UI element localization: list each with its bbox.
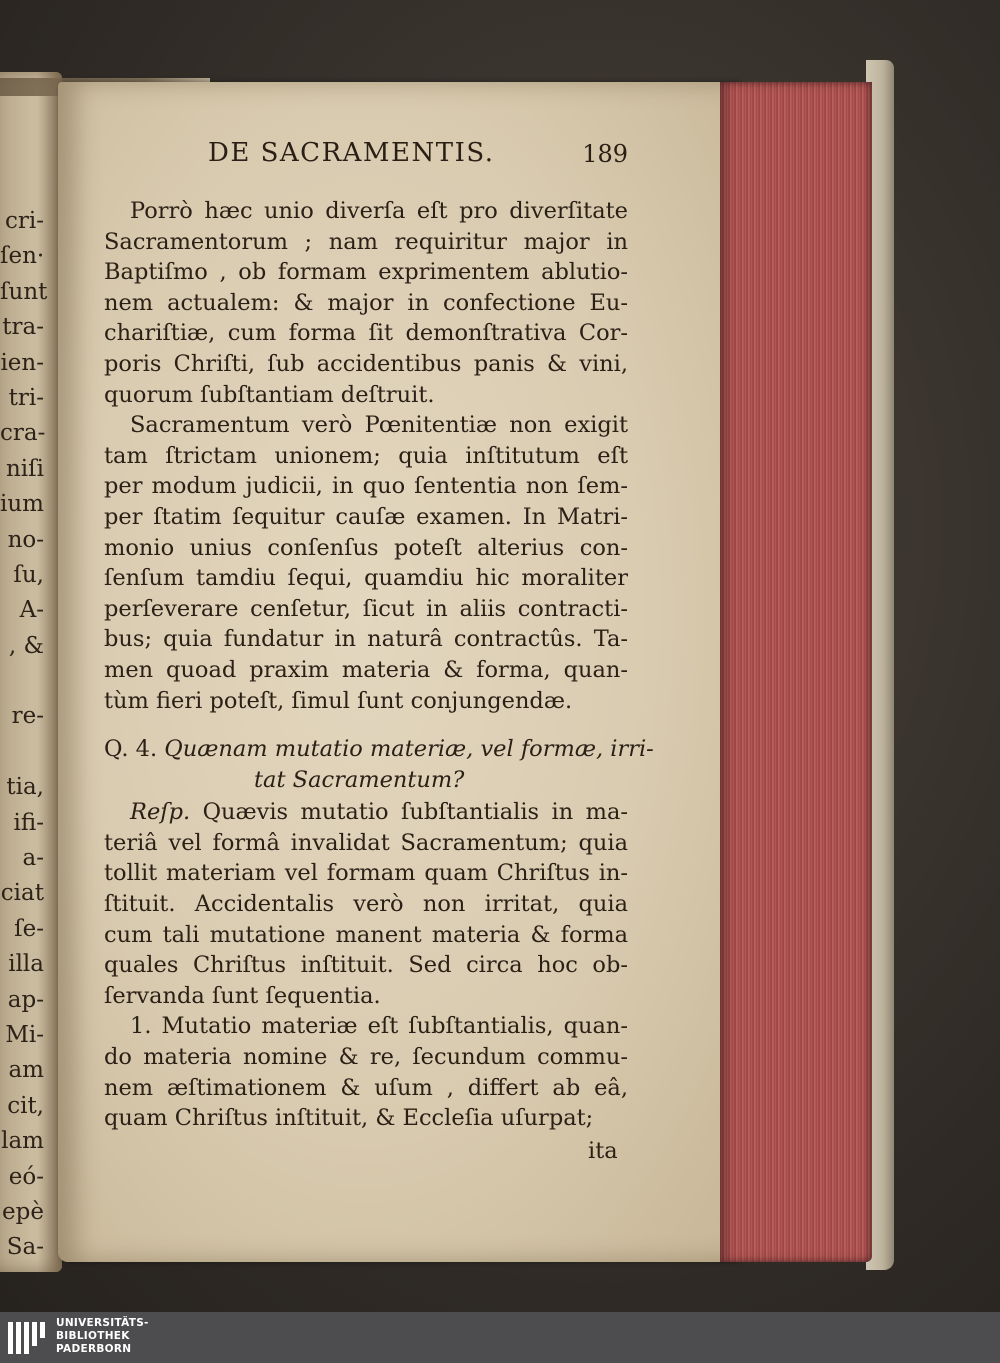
library-footer — [0, 1312, 1000, 1363]
previous-page-fragment: cra- — [0, 420, 46, 447]
previous-page-fragment: ifi- — [13, 809, 44, 836]
text-line: Sacramentum verò Pœnitentiæ non exigit — [130, 412, 628, 439]
text-line: 1. Mutatio materiæ eſt ſubſtantialis, quan- — [130, 1013, 628, 1040]
text-line: per ſtatim ſequitur cauſæ examen. In Matri- — [104, 503, 628, 530]
text-line: men quoad praxim materia & forma, quan- — [104, 656, 628, 683]
previous-page-fragment: a- — [22, 845, 44, 872]
text-line: ſenſum tamdiu ſequi, quamdiu hic moraliter — [104, 565, 628, 592]
text-line: poris Chriſti, ſub accidentibus panis & vini, — [104, 350, 628, 377]
text-line: cum tali mutatione manent materia & forma — [104, 921, 628, 948]
previous-page-fragment: tra- — [2, 314, 44, 341]
ub-paderborn-logo-icon — [6, 1318, 48, 1358]
library-name-line-3: PADERBORN — [56, 1343, 132, 1355]
previous-page-fragment: ſunt — [0, 278, 48, 305]
previous-page-fragment: ſe- — [14, 915, 44, 942]
previous-page-fragment: eó- — [8, 1163, 44, 1190]
previous-page-fragment: Mi- — [5, 1021, 44, 1048]
previous-page-fragment: re- — [11, 703, 44, 730]
previous-page-text-fragments — [0, 204, 48, 1337]
text-line: tùm fieri poteſt, ſimul ſunt conjungendæ. — [104, 687, 573, 714]
previous-page-fragment: niſi — [5, 455, 44, 482]
text-line: nem actualem: & major in confectione Eu- — [104, 289, 628, 316]
previous-page-fragment: , & — [8, 632, 44, 659]
previous-page-fragment: cit, — [7, 1092, 44, 1119]
library-name-line-2: BIBLIOTHEK — [56, 1330, 130, 1342]
previous-page-fragment: ſen· — [0, 243, 45, 270]
previous-page-fragment: am — [8, 1057, 44, 1084]
text-line-content: Quævis mutatio ſubſtantialis in ma- — [190, 799, 628, 826]
red-fore-edge — [720, 82, 872, 1262]
response-label: Reſp. — [130, 799, 191, 826]
page-header — [100, 136, 628, 176]
catchword: ita — [588, 1138, 618, 1164]
text-line — [104, 797, 628, 828]
previous-page-fragment: A- — [19, 597, 44, 624]
previous-page-fragment: ciat — [0, 880, 44, 907]
previous-page-fragment: epè — [2, 1198, 44, 1225]
previous-page-fragment — [0, 1266, 44, 1301]
text-line: nem æſtimationem & uſum , differt ab eâ, — [104, 1074, 628, 1101]
page-body — [104, 196, 654, 1134]
text-line: do materia nomine & re, ſecundum commu- — [104, 1044, 628, 1071]
previous-page-fragment: tri- — [8, 384, 44, 411]
text-line: perſeverare cenſetur, ſicut in aliis contracti- — [104, 595, 628, 622]
text-line: quales Chriſtus inſtituit. Sed circa hoc ob- — [104, 952, 628, 979]
paragraph-4 — [104, 1011, 628, 1133]
previous-page-fragment: lam — [1, 1128, 44, 1155]
page-number: 189 — [582, 140, 628, 168]
text-line: per modum judicii, in quo ſententia non ſem- — [104, 473, 628, 500]
question-heading — [104, 734, 654, 795]
previous-page-fragment: cri- — [4, 208, 44, 234]
previous-page-fragment: Sa- — [6, 1234, 44, 1261]
text-line: Porrò hæc unio diverſa eſt pro diverſitate — [130, 198, 628, 224]
text-line: bus; quia fundatur in naturâ contractûs. Ta- — [104, 626, 628, 653]
previous-page-fragment: illa — [8, 951, 44, 978]
text-line: quorum ſubſtantiam deſtruit. — [104, 381, 435, 408]
question-line-2: tat Sacramentum? — [254, 766, 465, 793]
text-line: tam ſtrictam unionem; quia inſtitutum eſt — [104, 442, 628, 469]
library-name — [56, 1317, 149, 1356]
paragraph-1 — [104, 196, 628, 410]
paragraph-3 — [104, 797, 628, 1011]
text-line: quam Chriſtus inſtituit, & Eccleſia uſurpat; — [104, 1105, 594, 1132]
text-line: ſervanda ſunt ſequentia. — [104, 982, 381, 1009]
previous-page-fragment: ſu, — [13, 561, 44, 588]
previous-page-fragment: ium — [0, 491, 44, 518]
previous-page-fragment: ien- — [0, 349, 44, 376]
text-line: Sacramentorum ; nam requiritur major in — [104, 228, 628, 255]
library-name-line-1: UNIVERSITÄTS- — [56, 1317, 149, 1329]
previous-page-fragment — [0, 735, 44, 770]
previous-page-fragment: ap- — [7, 986, 44, 1013]
text-line: chariſtiæ, cum forma ſit demonſtrativa Cor- — [104, 320, 628, 347]
text-line: Baptiſmo , ob formam exprimentem ablutio- — [104, 259, 628, 286]
running-head: DE SACRAMENTIS. — [208, 138, 495, 168]
previous-page-fragment — [0, 664, 44, 699]
text-line: tollit materiam vel formam quam Chriſtus in- — [104, 860, 628, 887]
text-line: monio unius conſenſus poteſt alterius con- — [104, 534, 628, 561]
text-line: ſtituit. Accidentalis verò non irritat, quia — [104, 891, 628, 918]
question-label: Q. 4. — [104, 736, 158, 763]
question-line-1: Quænam mutatio materiæ, vel formæ, irri- — [164, 736, 654, 763]
paragraph-2 — [104, 410, 628, 716]
previous-page-fragment: tia, — [6, 774, 44, 801]
text-line: teriâ vel formâ invalidat Sacramentum; quia — [104, 829, 628, 856]
previous-page-fragment: no- — [7, 526, 44, 553]
